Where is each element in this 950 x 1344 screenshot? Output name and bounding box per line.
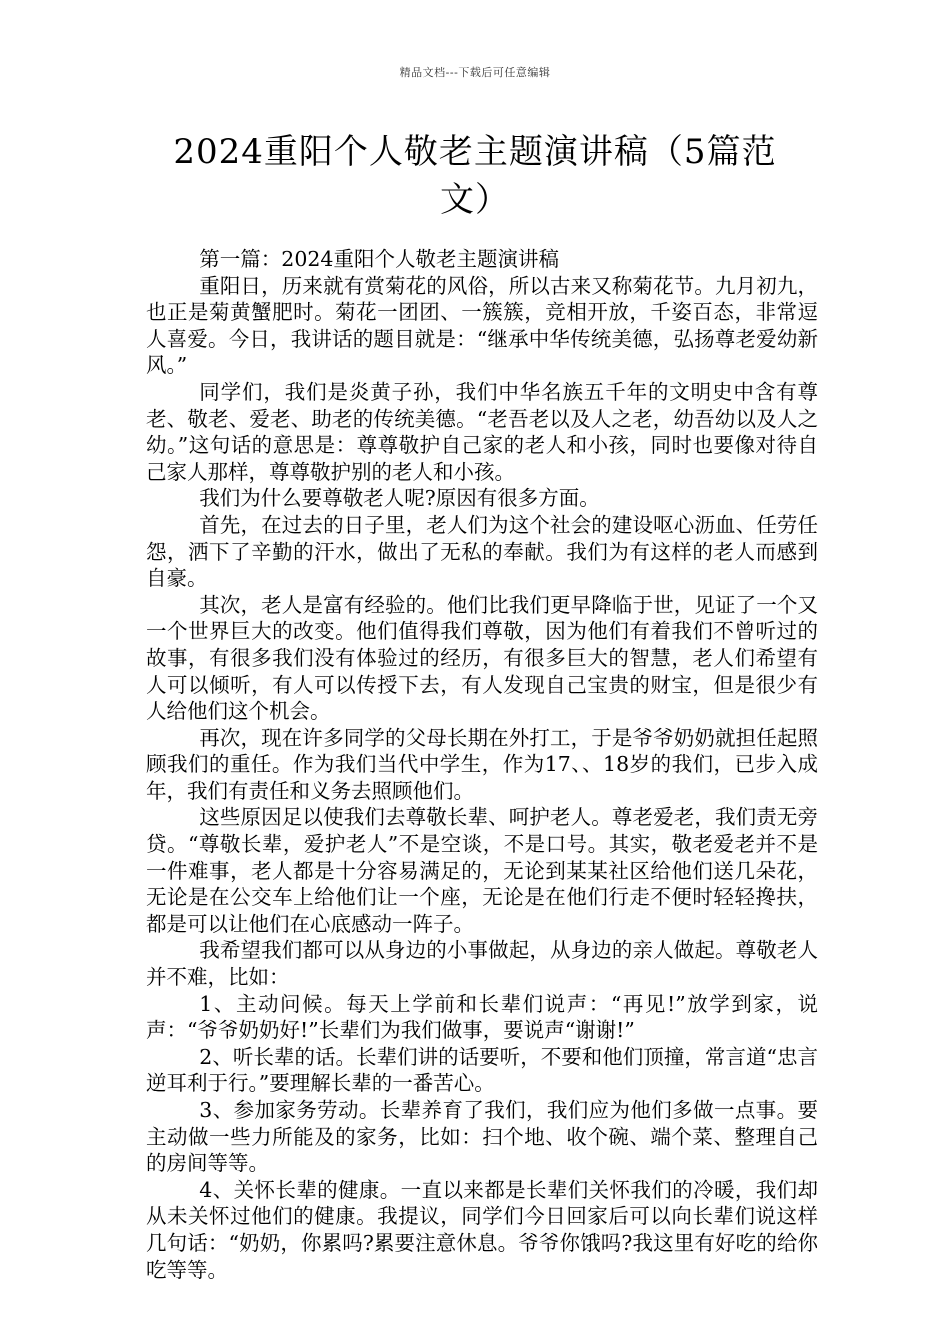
document-title: 2024重阳个人敬老主题演讲稿（5篇范文） [173,132,777,220]
paragraph: 再次，现在许多同学的父母长期在外打工，于是爷爷奶奶就担任起照顾我们的重任。作为我们当代中学生，作为17、、18岁的我们，已步入成年，我们有责任和义务去照顾他们。 [146,725,818,803]
section-heading: 第一篇：2024重阳个人敬老主题演讲稿 [199,247,559,271]
list-item: 1、主动问候。每天上学前和长辈们说声：“再见!”放学到家，说声：“爷爷奶奶好!”长辈们为我们做事，要说声“谢谢!” [146,991,818,1043]
paragraph: 重阳日，历来就有赏菊花的风俗，所以古来又称菊花节。九月初九，也正是菊黄蟹肥时。菊花一团团、一簇簇，竞相开放，千姿百态，非常逗人喜爱。今日，我讲话的题目就是：“继承中华传统美德，弘扬尊老爱幼新风。” [146,273,818,378]
paragraph: 其次，老人是富有经验的。他们比我们更早降临于世，见证了一个又一个世界巨大的改变。他们值得我们尊敬，因为他们有着我们不曾听过的故事，有很多我们没有体验过的经历，有很多巨大的智慧，老人们希望有人可以倾听，有人可以传授下去，有人发现自己宝贵的财宝，但是很少有人给他们这个机会。 [146,592,818,724]
list-item: 3、参加家务劳动。长辈养育了我们，我们应为他们多做一点事。要主动做一些力所能及的家务，比如：扫个地、收个碗、端个菜、整理自己的房间等等。 [146,1098,818,1176]
list-item: 4、关怀长辈的健康。一直以来都是长辈们关怀我们的冷暖，我们却从未关怀过他们的健康。我提议，同学们今日回家后可以向长辈们说这样几句话：“奶奶，你累吗?累要注意休息。爷爷你饿吗?我这里有好吃的给你吃等等。 [146,1177,818,1282]
paragraph: 我们为什么要尊敬老人呢?原因有很多方面。 [199,486,600,511]
list-item: 2、听长辈的话。长辈们讲的话要听，不要和他们顶撞，常言道“忠言逆耳利于行。”要理解长辈的一番苦心。 [146,1044,818,1096]
paragraph: 这些原因足以使我们去尊敬长辈、呵护老人。尊老爱老，我们责无旁贷。“尊敬长辈，爱护老人”不是空谈，不是口号。其实，敬老爱老并不是一件难事，老人都是十分容易满足的，无论到某某社区给他们送几朵花，无论是在公交车上给他们让一个座，无论是在他们行走不便时轻轻搀扶，都是可以让他们在心底感动一阵子。 [146,805,818,936]
paragraph: 我希望我们都可以从身边的小事做起，从身边的亲人做起。尊敬老人并不难，比如： [146,938,818,990]
header-note: 精品文档---下载后可任意编辑 [399,66,551,79]
document-body [146,246,818,1283]
paragraph: 同学们，我们是炎黄子孙，我们中华名族五千年的文明史中含有尊老、敬老、爱老、助老的传统美德。“老吾老以及人之老，幼吾幼以及人之幼。”这句话的意思是：尊尊敬护自己家的老人和小孩，同时也要像对待自己家人那样，尊尊敬护别的老人和小孩。 [146,379,818,484]
paragraph: 首先，在过去的日子里，老人们为这个社会的建设呕心沥血、任劳任怨，洒下了辛勤的汗水，做出了无私的奉献。我们为有这样的老人而感到自豪。 [146,512,818,591]
